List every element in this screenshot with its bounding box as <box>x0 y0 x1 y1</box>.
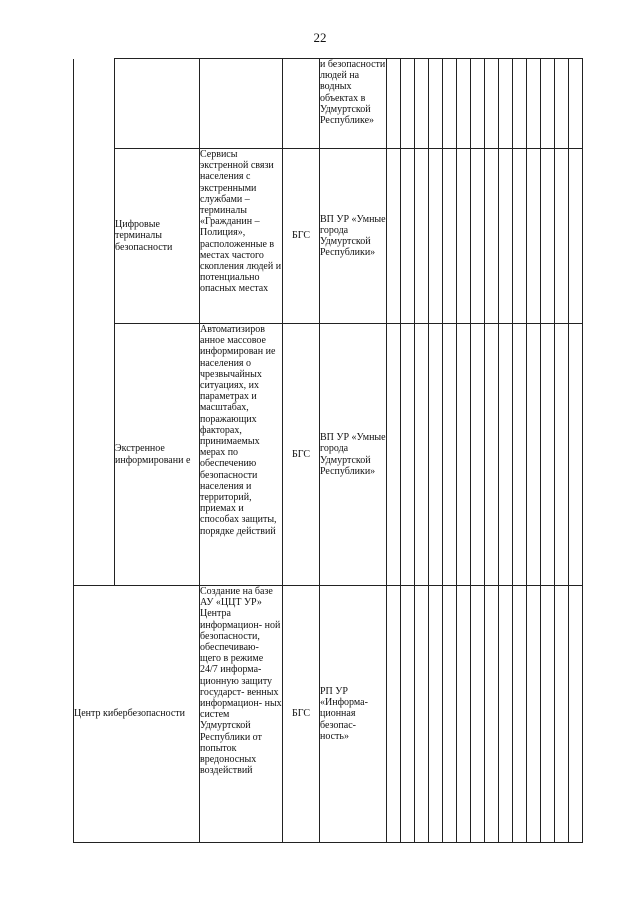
page-number: 22 <box>313 30 327 45</box>
project-cell: Экстренное информировани е <box>115 324 200 586</box>
table-row <box>74 586 583 843</box>
description-cell: Создание на базе АУ «ЦЦТ УР» Центра информацион- ной безопасности, обеспечиваю- щего в режиме 24/7 информа- ционную защиту государст- венных информацион- ных систем Удмуртской Республики от попыток вредоносных воздействий <box>200 586 283 843</box>
responsible-cell: БГС <box>283 586 320 843</box>
direction-cell <box>74 149 115 324</box>
description-cell <box>200 59 283 149</box>
table-row <box>74 149 583 324</box>
project-cell <box>115 59 200 149</box>
responsible-cell: БГС <box>283 149 320 324</box>
direction-cell <box>74 324 115 586</box>
responsible-cell <box>283 59 320 149</box>
table-row <box>74 324 583 586</box>
program-cell: и безопасности людей на водных объектах в Удмуртской Республике» <box>320 59 387 149</box>
program-cell: ВП УР «Умные города Удмуртской Республики» <box>320 324 387 586</box>
direction-cell: Центр кибербезопасности <box>74 586 200 843</box>
description-cell: Автоматизиров анное массовое информирован ие населения о чрезвычайных ситуациях, их параметрах и масштабах, поражающих факторах, принимаемых мерах по обеспечению безопасности населения и территорий, приемах и способах защиты, порядке действий <box>200 324 283 586</box>
table-row <box>74 59 583 149</box>
program-cell: РП УР «Информа- ционная безопас- ность» <box>320 586 387 843</box>
document-table <box>73 58 583 843</box>
description-cell: Сервисы экстренной связи населения с экстренными службами – терминалы «Гражданин – Полиция», расположенные в местах частого скопления людей и потенциально опасных местах <box>200 149 283 324</box>
program-cell: ВП УР «Умные города Удмуртской Республики» <box>320 149 387 324</box>
project-cell: Цифровые терминалы безопасности <box>115 149 200 324</box>
direction-cell <box>74 59 115 149</box>
responsible-cell: БГС <box>283 324 320 586</box>
